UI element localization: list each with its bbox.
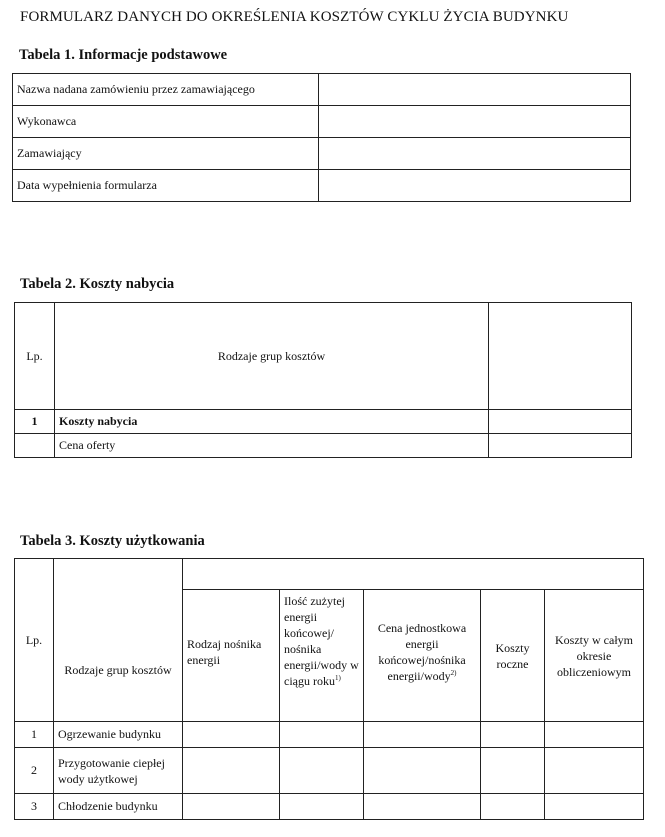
value-cell[interactable]: [319, 138, 631, 170]
row-label: Przygotowanie ciepłej wody użytkowej: [54, 748, 183, 794]
table1-heading: Tabela 1. Informacje podstawowe: [19, 47, 228, 63]
consumption-header-text: Ilość zużytej energii końcowej/ nośnika energii/wody w ciągu roku: [284, 594, 359, 688]
value-cell[interactable]: [364, 722, 481, 748]
acquisition-costs-table: [14, 302, 632, 458]
row-label: Chłodzenie budynku: [54, 794, 183, 820]
value-cell[interactable]: [183, 722, 280, 748]
value-cell[interactable]: [319, 170, 631, 202]
value-cell[interactable]: [545, 722, 644, 748]
row-label: Wykonawca: [13, 106, 319, 138]
value-cell[interactable]: [319, 74, 631, 106]
value-cell[interactable]: [364, 794, 481, 820]
row-label: Zamawiający: [13, 138, 319, 170]
table-row: [15, 794, 644, 820]
row-label: Data wypełnienia formularza: [13, 170, 319, 202]
value-cell[interactable]: [481, 722, 545, 748]
table-row: [13, 106, 631, 138]
value-cell[interactable]: [489, 410, 632, 434]
usage-costs-table: [14, 558, 644, 820]
table3-heading: Tabela 3. Koszty użytkowania: [20, 533, 205, 549]
table-row: [13, 138, 631, 170]
document-title: FORMULARZ DANYCH DO OKREŚLENIA KOSZTÓW CYKLU ŻYCIA BUDYNKU: [20, 9, 569, 25]
value-cell[interactable]: [280, 722, 364, 748]
row-number: 1: [15, 410, 55, 434]
table2-heading: Tabela 2. Koszty nabycia: [20, 276, 175, 292]
row-number: 3: [15, 794, 54, 820]
unit-price-header-text: Cena jednostkowa energii końcowej/nośnika energii/wody: [377, 621, 467, 683]
lp-header: Lp.: [15, 303, 55, 410]
value-cell[interactable]: [280, 748, 364, 794]
footnote-marker: 2): [450, 669, 457, 677]
value-cell[interactable]: [319, 106, 631, 138]
row-label: Ogrzewanie budynku: [54, 722, 183, 748]
empty-header-cell: [489, 303, 632, 410]
table-header-row: [15, 303, 632, 410]
cost-groups-header: Rodzaje grup kosztów: [55, 303, 489, 410]
row-number: 2: [15, 748, 54, 794]
value-cell[interactable]: [545, 794, 644, 820]
table-header-row: [15, 559, 644, 590]
value-cell[interactable]: [489, 434, 632, 458]
table-row: [13, 74, 631, 106]
row-number: 1: [15, 722, 54, 748]
unit-price-header: [364, 590, 481, 722]
table-row: [15, 434, 632, 458]
cost-groups-header: Rodzaje grup kosztów: [54, 559, 183, 722]
value-cell[interactable]: [183, 794, 280, 820]
row-label: Koszty nabycia: [55, 410, 489, 434]
basic-info-table: [12, 73, 631, 202]
lp-header: Lp.: [15, 559, 54, 722]
value-cell[interactable]: [364, 748, 481, 794]
consumption-header: [280, 590, 364, 722]
value-cell[interactable]: [183, 748, 280, 794]
table-row: [13, 170, 631, 202]
value-cell[interactable]: [280, 794, 364, 820]
value-cell[interactable]: [545, 748, 644, 794]
value-cell[interactable]: [481, 794, 545, 820]
empty-header-cell: [183, 559, 644, 590]
table-row: [15, 722, 644, 748]
energy-carrier-header: Rodzaj nośnika energii: [183, 590, 280, 722]
table-row: [15, 410, 632, 434]
row-label: Cena oferty: [55, 434, 489, 458]
footnote-marker: 1): [334, 674, 341, 682]
row-label: Nazwa nadana zamówieniu przez zamawiającego: [13, 74, 319, 106]
annual-costs-header: Koszty roczne: [481, 590, 545, 722]
value-cell[interactable]: [481, 748, 545, 794]
total-period-costs-header: Koszty w całym okresie obliczeniowym: [545, 590, 644, 722]
table-row: [15, 748, 644, 794]
row-number: [15, 434, 55, 458]
